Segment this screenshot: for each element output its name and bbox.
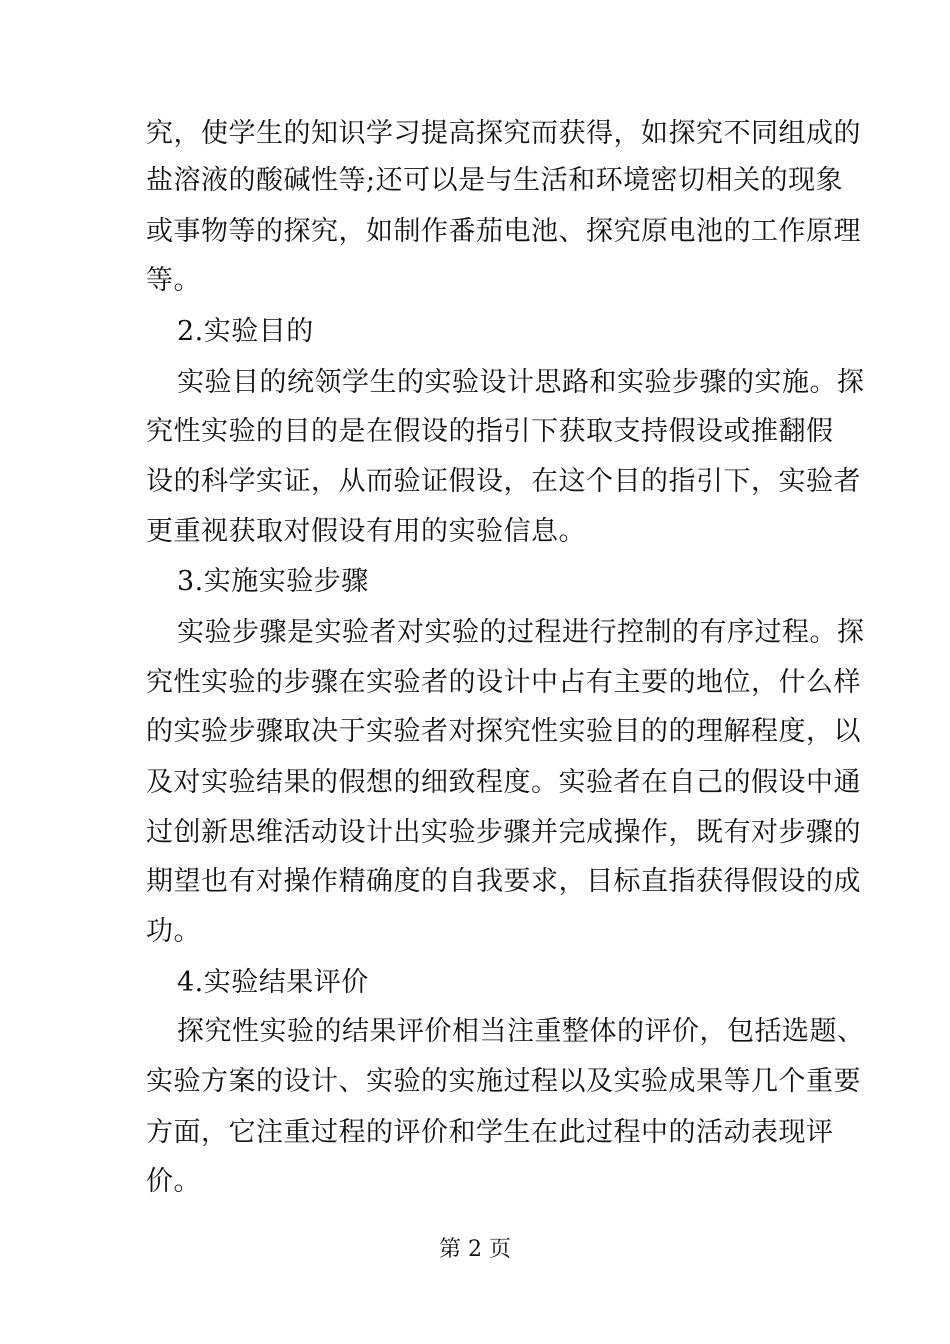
- paragraph-line: 探究性实验的结果评价相当注重整体的评价，包括选题、: [177, 1016, 865, 1047]
- paragraph-line: 及对实验结果的假想的细致程度。实验者在自己的假设中通: [146, 767, 861, 798]
- paragraph-line: 实验目的统领学生的实验设计思路和实验步骤的实施。探: [177, 367, 865, 398]
- page-number-footer: 第 2 页: [439, 1237, 511, 1262]
- paragraph-line: 功。: [146, 916, 201, 947]
- paragraph-line: 期望也有对操作精确度的自我要求，目标直指获得假设的成: [146, 866, 861, 897]
- paragraph-line: 等。: [146, 265, 201, 296]
- paragraph-line: 方面，它注重过程的评价和学生在此过程中的活动表现评: [146, 1117, 834, 1148]
- paragraph-line: 究性实验的步骤在实验者的设计中占有主要的地位，什么样: [146, 667, 861, 698]
- paragraph-line: 究，使学生的知识学习提高探究而获得，如探究不同组成的: [146, 118, 861, 149]
- paragraph-line: 价。: [146, 1166, 201, 1197]
- paragraph-line: 设的科学实证，从而验证假设，在这个目的指引下，实验者: [146, 466, 861, 497]
- section-heading: 4.实验结果评价: [177, 967, 369, 998]
- paragraph-line: 实验方案的设计、实验的实施过程以及实验成果等几个重要: [146, 1066, 861, 1097]
- paragraph-line: 实验步骤是实验者对实验的过程进行控制的有序过程。探: [177, 617, 865, 648]
- paragraph-line: 的实验步骤取决于实验者对探究性实验目的的理解程度，以: [146, 716, 861, 747]
- paragraph-line: 或事物等的探究，如制作番茄电池、探究原电池的工作原理: [146, 216, 861, 247]
- paragraph-line: 过创新思维活动设计出实验步骤并完成操作，既有对步骤的: [146, 817, 861, 848]
- section-heading: 3.实施实验步骤: [177, 566, 369, 597]
- paragraph-line: 更重视获取对假设有用的实验信息。: [146, 516, 586, 547]
- paragraph-line: 究性实验的目的是在假设的指引下获取支持假设或推翻假: [146, 416, 834, 447]
- section-heading: 2.实验目的: [177, 316, 314, 347]
- paragraph-line: 盐溶液的酸碱性等;还可以是与生活和环境密切相关的现象: [146, 165, 844, 196]
